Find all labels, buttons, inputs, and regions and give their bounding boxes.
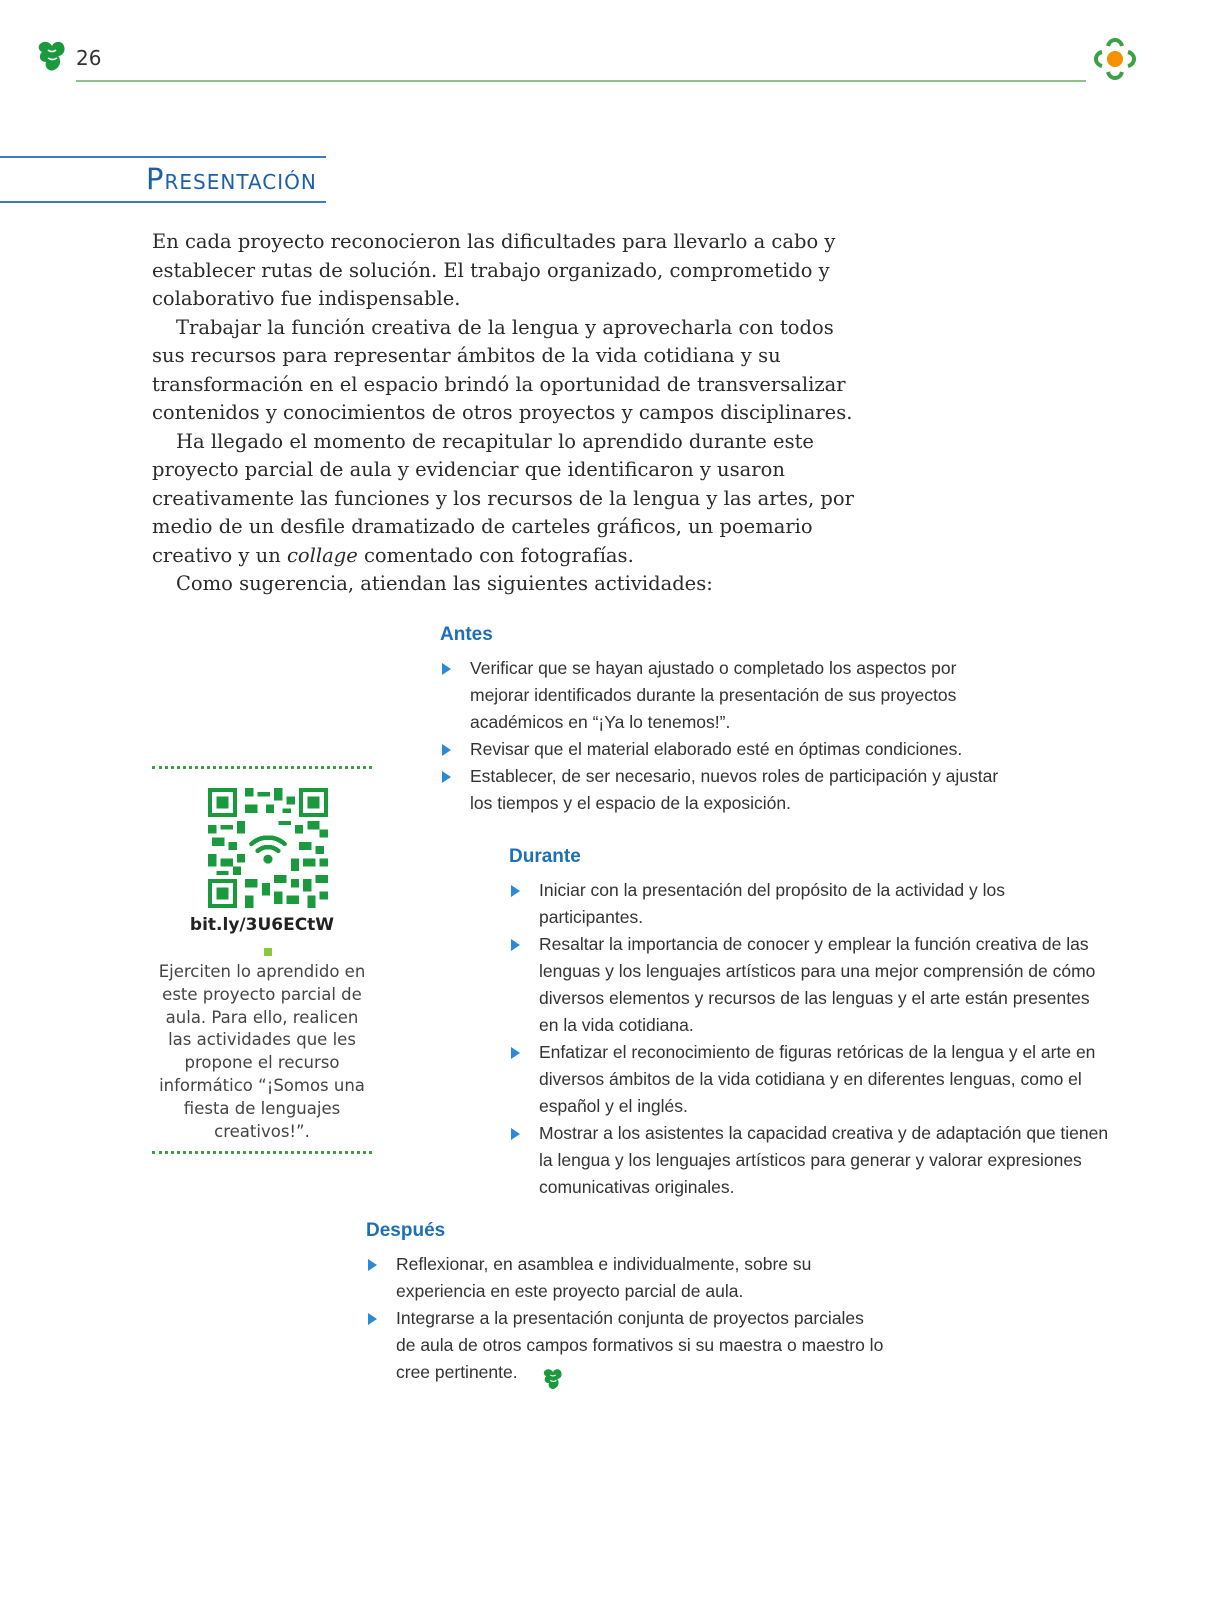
- durante-heading: Durante: [509, 846, 581, 867]
- list-item-text: Iniciar con la presentación del propósito de la actividad y los participantes.: [539, 880, 1005, 927]
- bullet-triangle-icon: [511, 1047, 520, 1059]
- list-item: [440, 763, 1000, 817]
- intro-paragraph-1: En cada proyecto reconocieron las dificultades para llevarlo a cabo y establecer rutas de solución. El trabajo organizado, comprometido y colaborativo fue indispensable.: [152, 230, 836, 310]
- intro-paragraph-2: Trabajar la función creativa de la lengua y aprovecharla con todos sus recursos para representar ámbitos de la vida cotidiana y su transformación en el espacio brindó la oportunidad de transversalizar contenidos y conocimientos de otros proyectos y campos disciplinares.: [152, 315, 853, 424]
- title-rule-top: [0, 156, 326, 158]
- section-title: Presentación: [146, 162, 317, 196]
- intro-italic-word: collage: [286, 543, 358, 567]
- intro-paragraph-3-start: Ha llegado el momento de recapitular lo aprendido durante este proyecto parcial de aula y evidenciar que identificaron y usaron creativamente las funciones y los recursos de la lengua y las artes, por medio de un desfile dramatizado de carteles gráficos, un poemario creativo y un: [152, 429, 854, 567]
- list-item-text: Resaltar la importancia de conocer y emplear la función creativa de las lenguas y los lenguajes artísticos para una mejor comprensión de cómo diversos elementos y recursos de las lenguas y el arte están presentes en la vida cotidiana.: [539, 934, 1096, 1035]
- resource-url[interactable]: bit.ly/3U6ECtW: [189, 915, 335, 935]
- bullet-triangle-icon: [511, 939, 520, 951]
- bullet-triangle-icon: [442, 663, 451, 675]
- intro-paragraph-4: Como sugerencia, atiendan las siguientes actividades:: [176, 572, 713, 595]
- list-item: [366, 1305, 886, 1386]
- intro-body: [152, 228, 872, 599]
- header-rule: [76, 80, 1086, 82]
- list-item: [509, 877, 1109, 931]
- list-item: [440, 736, 1000, 763]
- sidebar-divider-top: [152, 766, 372, 769]
- list-item: [509, 1039, 1109, 1120]
- despues-list: [366, 1251, 886, 1386]
- intro-paragraph-3: [152, 428, 872, 571]
- list-item-text: Establecer, de ser necesario, nuevos roles de participación y ajustar los tiempos y el espacio de la exposición.: [470, 766, 999, 813]
- list-item: [440, 655, 1000, 736]
- list-item: [509, 931, 1109, 1039]
- green-marker: [264, 948, 272, 956]
- despues-heading: Después: [366, 1220, 446, 1241]
- list-item: [366, 1251, 886, 1305]
- page-number: 26: [76, 46, 102, 70]
- bullet-triangle-icon: [442, 771, 451, 783]
- list-item-text: Verificar que se hayan ajustado o completado los aspectos por mejorar identificados durante la presentación de sus proyectos académicos en “¡Ya lo tenemos!”.: [470, 658, 957, 732]
- qr-code-icon[interactable]: [208, 788, 328, 908]
- end-logo-icon: [542, 1366, 564, 1392]
- antes-list: [440, 655, 1000, 817]
- title-rule-bottom: [0, 201, 326, 203]
- list-item-text: Integrarse a la presentación conjunta de proyectos parciales de aula de otros campos formativos si su maestra o maestro lo cree pertinente.: [396, 1308, 884, 1382]
- antes-heading: Antes: [440, 624, 493, 645]
- list-item-text: Reflexionar, en asamblea e individualmente, sobre su experiencia en este proyecto parcial de aula.: [396, 1254, 812, 1301]
- list-item: [509, 1120, 1109, 1201]
- bullet-triangle-icon: [511, 885, 520, 897]
- bullet-triangle-icon: [511, 1128, 520, 1140]
- durante-list: [509, 877, 1109, 1201]
- bullet-triangle-icon: [368, 1313, 377, 1325]
- list-item-text: Mostrar a los asistentes la capacidad creativa y de adaptación que tienen la lengua y los lenguajes artísticos para generar y valorar expresiones comunicativas originales.: [539, 1123, 1109, 1197]
- project-logo-icon: [36, 38, 68, 74]
- sidebar-divider-bottom: [152, 1151, 372, 1154]
- list-item-text: Enfatizar el reconocimiento de figuras retóricas de la lengua y el arte en diversos ámbitos de la vida cotidiana y en diferentes lenguas, como el español y el inglés.: [539, 1042, 1096, 1116]
- bullet-triangle-icon: [442, 744, 451, 756]
- list-item-text: Revisar que el material elaborado esté en óptimas condiciones.: [470, 739, 963, 759]
- intro-paragraph-3-end: comentado con fotografías.: [357, 543, 634, 567]
- bullet-triangle-icon: [368, 1259, 377, 1271]
- flower-logo-icon: [1088, 32, 1142, 86]
- sidebar-text: Ejerciten lo aprendido en este proyecto parcial de aula. Para ello, realicen las actividades que les propone el recurso informático “¡Somos una fiesta de lenguajes creativos!”.: [158, 962, 366, 1141]
